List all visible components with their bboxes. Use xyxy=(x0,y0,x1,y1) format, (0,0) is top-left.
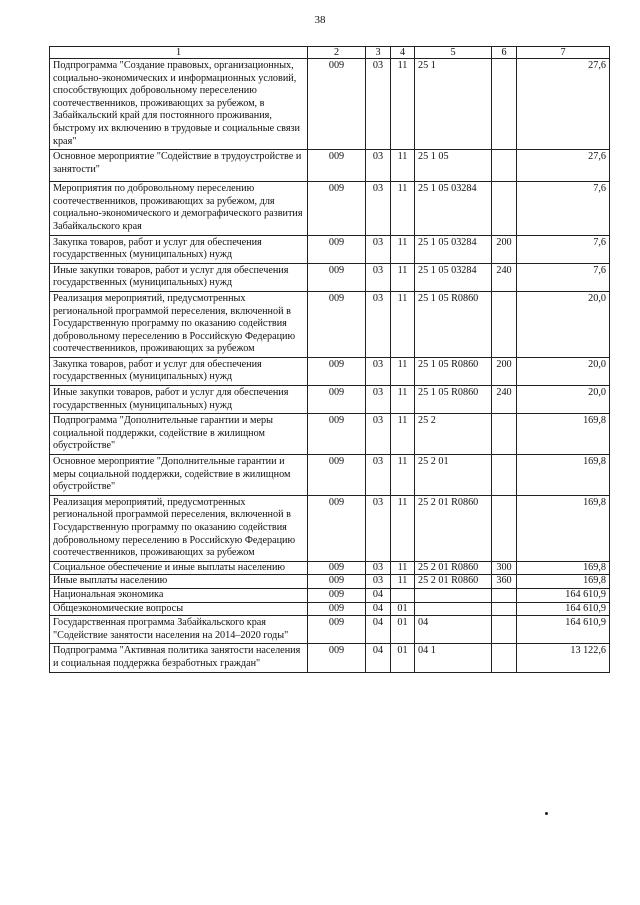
table-row xyxy=(50,150,610,182)
row-expense-type xyxy=(492,616,517,644)
row-name: Закупка товаров, работ и услуг для обеспечения государственных (муниципальных) нужд xyxy=(50,357,308,385)
row-amount: 20,0 xyxy=(517,291,610,357)
row-section-code: 03 xyxy=(366,414,391,455)
table-row xyxy=(50,263,610,291)
row-subsection-code: 11 xyxy=(391,150,415,182)
row-expense-type xyxy=(492,455,517,496)
table-row xyxy=(50,644,610,672)
row-expense-type xyxy=(492,495,517,561)
table-row xyxy=(50,182,610,235)
row-name: Социальное обеспечение и иные выплаты населению xyxy=(50,561,308,575)
row-amount: 169,8 xyxy=(517,414,610,455)
row-amount: 164 610,9 xyxy=(517,602,610,616)
row-target-code: 25 2 01 R0860 xyxy=(415,575,492,589)
row-target-code xyxy=(415,588,492,602)
table-header-row xyxy=(50,47,610,59)
table-row xyxy=(50,59,610,150)
row-amount: 169,8 xyxy=(517,561,610,575)
row-section-code: 03 xyxy=(366,150,391,182)
row-amount: 169,8 xyxy=(517,455,610,496)
row-ministry-code: 009 xyxy=(308,235,366,263)
row-target-code: 25 1 xyxy=(415,59,492,150)
row-name: Мероприятия по добровольному переселению соотечественников, проживающих за рубежом, для социально-экономического и демографического развития Забайкальского края xyxy=(50,182,308,235)
table-row xyxy=(50,588,610,602)
row-subsection-code: 11 xyxy=(391,59,415,150)
row-expense-type xyxy=(492,602,517,616)
row-amount: 7,6 xyxy=(517,235,610,263)
row-ministry-code: 009 xyxy=(308,59,366,150)
row-section-code: 03 xyxy=(366,575,391,589)
row-section-code: 03 xyxy=(366,59,391,150)
row-name: Закупка товаров, работ и услуг для обеспечения государственных (муниципальных) нужд xyxy=(50,235,308,263)
row-amount: 164 610,9 xyxy=(517,616,610,644)
row-target-code: 25 2 01 R0860 xyxy=(415,561,492,575)
row-subsection-code: 01 xyxy=(391,644,415,672)
row-ministry-code: 009 xyxy=(308,602,366,616)
row-subsection-code: 11 xyxy=(391,291,415,357)
header-col-4: 4 xyxy=(391,47,415,59)
row-name: Подпрограмма "Дополнительные гарантии и меры социальной поддержки, содействие в жилищном обустройстве" xyxy=(50,414,308,455)
row-ministry-code: 009 xyxy=(308,575,366,589)
row-name: Основное мероприятие "Дополнительные гарантии и меры социальной поддержки, содействие в жилищном обустройстве" xyxy=(50,455,308,496)
row-section-code: 03 xyxy=(366,235,391,263)
row-subsection-code: 01 xyxy=(391,616,415,644)
row-section-code: 03 xyxy=(366,357,391,385)
row-ministry-code: 009 xyxy=(308,263,366,291)
header-col-6: 6 xyxy=(492,47,517,59)
row-expense-type xyxy=(492,588,517,602)
table-row xyxy=(50,235,610,263)
table-row xyxy=(50,414,610,455)
row-expense-type xyxy=(492,644,517,672)
row-target-code xyxy=(415,602,492,616)
row-target-code: 25 1 05 xyxy=(415,150,492,182)
scan-speck xyxy=(545,812,548,815)
row-expense-type xyxy=(492,414,517,455)
row-subsection-code: 11 xyxy=(391,414,415,455)
row-expense-type: 240 xyxy=(492,263,517,291)
table-row xyxy=(50,386,610,414)
page-number: 38 xyxy=(314,14,326,26)
row-target-code: 04 xyxy=(415,616,492,644)
header-col-7: 7 xyxy=(517,47,610,59)
row-target-code: 25 1 05 03284 xyxy=(415,235,492,263)
row-expense-type: 240 xyxy=(492,386,517,414)
table-row xyxy=(50,616,610,644)
row-subsection-code: 11 xyxy=(391,263,415,291)
row-subsection-code: 11 xyxy=(391,386,415,414)
row-subsection-code: 01 xyxy=(391,602,415,616)
row-subsection-code: 11 xyxy=(391,235,415,263)
row-ministry-code: 009 xyxy=(308,357,366,385)
row-ministry-code: 009 xyxy=(308,616,366,644)
row-name: Национальная экономика xyxy=(50,588,308,602)
row-target-code: 25 1 05 03284 xyxy=(415,182,492,235)
row-ministry-code: 009 xyxy=(308,150,366,182)
row-amount: 7,6 xyxy=(517,182,610,235)
row-target-code: 04 1 xyxy=(415,644,492,672)
row-name: Подпрограмма "Создание правовых, организационных, социально-экономических и информационных условий, способствующих добровольному переселению соотечественников, проживающих за рубежом, в Забайкальский край для постоянного проживания, быстрому их включению в трудовые и социальные связи края" xyxy=(50,59,308,150)
row-target-code: 25 1 05 R0860 xyxy=(415,357,492,385)
row-subsection-code: 11 xyxy=(391,182,415,235)
row-section-code: 03 xyxy=(366,263,391,291)
header-col-3: 3 xyxy=(366,47,391,59)
row-ministry-code: 009 xyxy=(308,455,366,496)
row-section-code: 03 xyxy=(366,561,391,575)
row-name: Реализация мероприятий, предусмотренных региональной программой переселения, включенной в Государственную программу по оказанию содействия добровольному переселению в Российскую Федерацию соотечественников, проживающих за рубежом xyxy=(50,291,308,357)
row-ministry-code: 009 xyxy=(308,644,366,672)
row-expense-type xyxy=(492,150,517,182)
row-section-code: 04 xyxy=(366,602,391,616)
table-row xyxy=(50,291,610,357)
row-section-code: 04 xyxy=(366,644,391,672)
row-subsection-code: 11 xyxy=(391,455,415,496)
row-name: Основное мероприятие "Содействие в трудоустройстве и занятости" xyxy=(50,150,308,182)
row-name: Общеэкономические вопросы xyxy=(50,602,308,616)
table-row xyxy=(50,495,610,561)
row-section-code: 04 xyxy=(366,616,391,644)
row-expense-type xyxy=(492,291,517,357)
row-ministry-code: 009 xyxy=(308,182,366,235)
row-name: Реализация мероприятий, предусмотренных региональной программой переселения, включенной в Государственную программу по оказанию содействия добровольному переселению в Российскую Федерацию соотечественников, проживающих за рубежом xyxy=(50,495,308,561)
row-amount: 13 122,6 xyxy=(517,644,610,672)
row-subsection-code: 11 xyxy=(391,495,415,561)
row-amount: 169,8 xyxy=(517,575,610,589)
row-name: Подпрограмма "Активная политика занятости населения и социальная поддержка безработных граждан" xyxy=(50,644,308,672)
row-expense-type xyxy=(492,59,517,150)
table-row xyxy=(50,602,610,616)
row-target-code: 25 2 01 xyxy=(415,455,492,496)
row-section-code: 03 xyxy=(366,291,391,357)
table-row xyxy=(50,357,610,385)
row-expense-type xyxy=(492,182,517,235)
row-amount: 164 610,9 xyxy=(517,588,610,602)
row-subsection-code: 11 xyxy=(391,561,415,575)
header-col-2: 2 xyxy=(308,47,366,59)
row-target-code: 25 1 05 03284 xyxy=(415,263,492,291)
row-subsection-code xyxy=(391,588,415,602)
row-ministry-code: 009 xyxy=(308,495,366,561)
row-section-code: 03 xyxy=(366,386,391,414)
row-amount: 27,6 xyxy=(517,150,610,182)
budget-table xyxy=(49,46,610,673)
row-expense-type: 300 xyxy=(492,561,517,575)
row-amount: 20,0 xyxy=(517,386,610,414)
header-col-5: 5 xyxy=(415,47,492,59)
row-ministry-code: 009 xyxy=(308,386,366,414)
row-subsection-code: 11 xyxy=(391,575,415,589)
table-row xyxy=(50,455,610,496)
row-name: Иные закупки товаров, работ и услуг для обеспечения государственных (муниципальных) нужд xyxy=(50,263,308,291)
row-amount: 20,0 xyxy=(517,357,610,385)
table-row xyxy=(50,561,610,575)
row-amount: 7,6 xyxy=(517,263,610,291)
row-section-code: 04 xyxy=(366,588,391,602)
row-target-code: 25 1 05 R0860 xyxy=(415,291,492,357)
row-amount: 169,8 xyxy=(517,495,610,561)
row-ministry-code: 009 xyxy=(308,414,366,455)
table-row xyxy=(50,575,610,589)
row-section-code: 03 xyxy=(366,495,391,561)
row-ministry-code: 009 xyxy=(308,291,366,357)
row-name: Иные закупки товаров, работ и услуг для обеспечения государственных (муниципальных) нужд xyxy=(50,386,308,414)
row-target-code: 25 2 xyxy=(415,414,492,455)
row-name: Государственная программа Забайкальского края "Содействие занятости населения на 2014–2020 годы" xyxy=(50,616,308,644)
row-ministry-code: 009 xyxy=(308,588,366,602)
row-amount: 27,6 xyxy=(517,59,610,150)
row-target-code: 25 1 05 R0860 xyxy=(415,386,492,414)
row-expense-type: 200 xyxy=(492,235,517,263)
row-expense-type: 200 xyxy=(492,357,517,385)
row-section-code: 03 xyxy=(366,182,391,235)
header-col-1: 1 xyxy=(50,47,308,59)
row-target-code: 25 2 01 R0860 xyxy=(415,495,492,561)
row-ministry-code: 009 xyxy=(308,561,366,575)
row-expense-type: 360 xyxy=(492,575,517,589)
row-section-code: 03 xyxy=(366,455,391,496)
row-subsection-code: 11 xyxy=(391,357,415,385)
row-name: Иные выплаты населению xyxy=(50,575,308,589)
